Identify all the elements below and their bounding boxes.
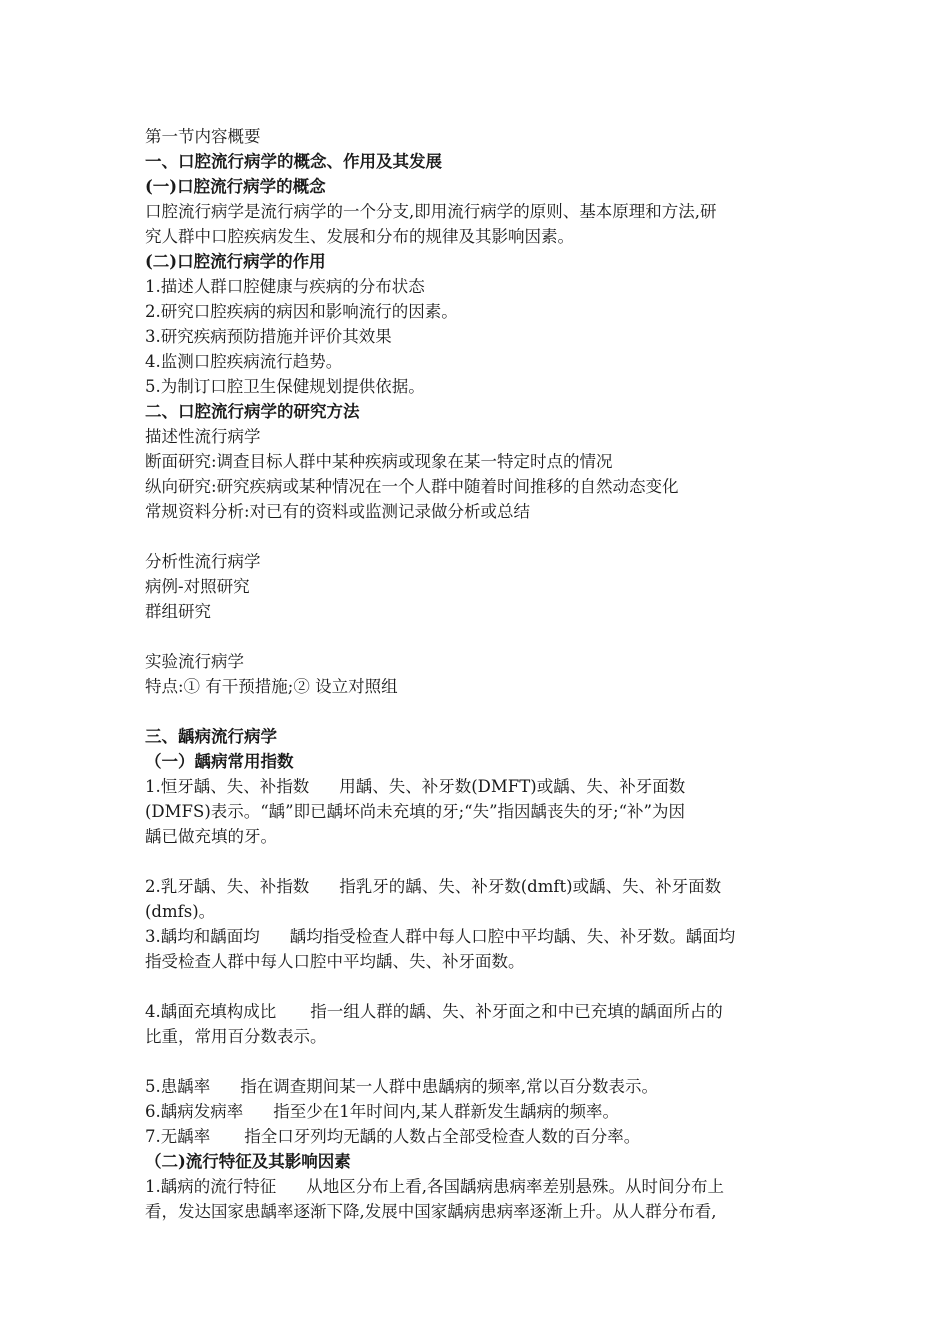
list-item: 5.为制订口腔卫生保健规划提供依据。 [145, 377, 425, 396]
paragraph-line: 看，发达国家患龋率逐渐下降,发展中国家龋病患病率逐渐上升。从人群分布看, [145, 1202, 717, 1221]
blank-line [145, 849, 813, 874]
index-term: 1.龋病的流行特征 [145, 1177, 277, 1196]
paragraph-line: 究人群中口腔疾病发生、发展和分布的规律及其影响因素。 [145, 227, 574, 246]
index-term: 5.患龋率 [145, 1077, 211, 1096]
blank-line [145, 624, 813, 649]
index-item [145, 1174, 813, 1199]
index-item [145, 999, 813, 1024]
blank-line [145, 524, 813, 549]
index-definition: 用龋、失、补牙数(DMFT)或龋、失、补牙面数 [339, 777, 686, 796]
list-item: 3.研究疾病预防措施并评价其效果 [145, 327, 392, 346]
subheading-1-2: (二)口腔流行病学的作用 [145, 252, 326, 271]
document-body [145, 124, 813, 1224]
heading-2: 二、口腔流行病学的研究方法 [145, 402, 360, 421]
blank-line [145, 974, 813, 999]
index-term: 1.恒牙龋、失、补指数 [145, 777, 310, 796]
paragraph-line: 纵向研究:研究疾病或某种情况在一个人群中随着时间推移的自然动态变化 [145, 477, 679, 496]
paragraph-line: 指受检查人群中每人口腔中平均龋、失、补牙面数。 [145, 952, 525, 971]
list-item: 2.研究口腔疾病的病因和影响流行的因素。 [145, 302, 458, 321]
subheading-1-1: (一)口腔流行病学的概念 [145, 177, 326, 196]
list-item: 4.监测口腔疾病流行趋势。 [145, 352, 343, 371]
paragraph-line: 比重，常用百分数表示。 [145, 1027, 327, 1046]
paragraph-line: 龋已做充填的牙。 [145, 827, 277, 846]
index-definition: 从地区分布上看,各国龋病患病率差别悬殊。从时间分布上 [306, 1177, 724, 1196]
index-term: 2.乳牙龋、失、补指数 [145, 877, 310, 896]
blank-line [145, 1049, 813, 1074]
paragraph-line: 实验流行病学 [145, 652, 244, 671]
blank-line [145, 699, 813, 724]
heading-1: 一、口腔流行病学的概念、作用及其发展 [145, 152, 442, 171]
paragraph-line: 口腔流行病学是流行病学的一个分支,即用流行病学的原则、基本原理和方法,研 [145, 202, 717, 221]
subheading-3-1: （一）龋病常用指数 [145, 752, 294, 771]
index-definition: 指乳牙的龋、失、补牙数(dmft)或龋、失、补牙面数 [339, 877, 722, 896]
paragraph-line: 分析性流行病学 [145, 552, 261, 571]
index-definition: 指一组人群的龋、失、补牙面之和中已充填的龋面所占的 [310, 1002, 723, 1021]
paragraph-line: (dmfs)。 [145, 902, 216, 921]
index-item [145, 1124, 813, 1149]
index-term: 4.龋面充填构成比 [145, 1002, 277, 1021]
index-item [145, 1074, 813, 1099]
paragraph-line: (DMFS)表示。“龋”即已龋坏尚未充填的牙;“失”指因龋丧失的牙;“补”为因 [145, 802, 685, 821]
paragraph-line: 断面研究:调查目标人群中某种疾病或现象在某一特定时点的情况 [145, 452, 613, 471]
index-definition: 指全口牙列均无龋的人数占全部受检查人数的百分率。 [244, 1127, 641, 1146]
paragraph-line: 群组研究 [145, 602, 211, 621]
list-item: 1.描述人群口腔健康与疾病的分布状态 [145, 277, 425, 296]
index-item [145, 774, 813, 799]
index-item [145, 874, 813, 899]
paragraph-line: 病例-对照研究 [145, 577, 250, 596]
section-title: 第一节内容概要 [145, 127, 261, 146]
paragraph-line: 特点:① 有干预措施;② 设立对照组 [145, 677, 398, 696]
index-term: 6.龋病发病率 [145, 1102, 244, 1121]
paragraph-line: 常规资料分析:对已有的资料或监测记录做分析或总结 [145, 502, 531, 521]
paragraph-line: 描述性流行病学 [145, 427, 261, 446]
index-definition: 指至少在1年时间内,某人群新发生龋病的频率。 [273, 1102, 619, 1121]
index-definition: 指在调查期间某一人群中患龋病的频率,常以百分数表示。 [240, 1077, 658, 1096]
index-term: 3.龋均和龋面均 [145, 927, 260, 946]
index-definition: 龋均指受检查人群中每人口腔中平均龋、失、补牙数。龋面均 [289, 927, 736, 946]
index-item [145, 924, 813, 949]
index-item [145, 1099, 813, 1124]
index-term: 7.无龋率 [145, 1127, 211, 1146]
heading-3: 三、龋病流行病学 [145, 727, 277, 746]
subheading-3-2: （二)流行特征及其影响因素 [145, 1152, 351, 1171]
